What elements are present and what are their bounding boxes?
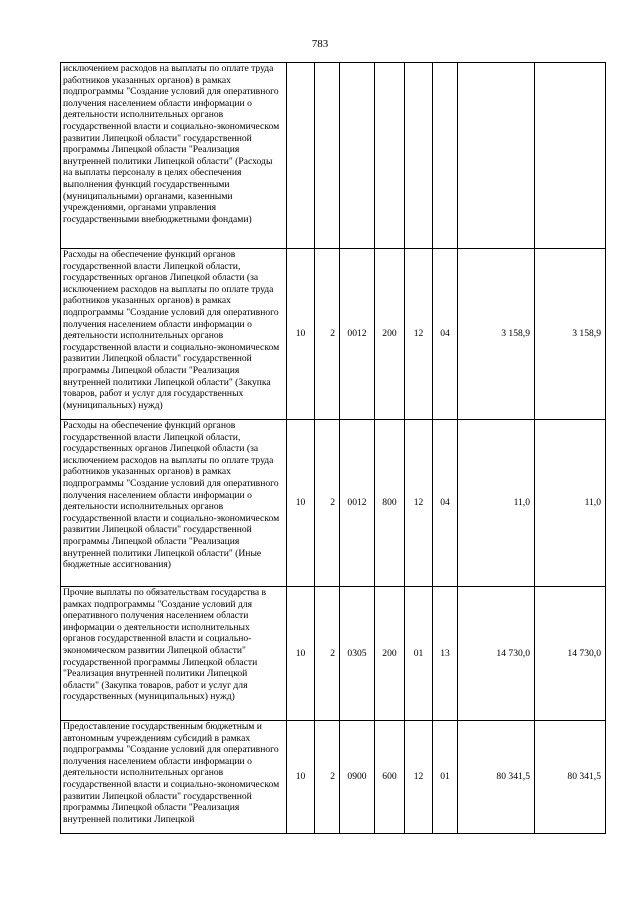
cell-c4: 600 [375,721,405,834]
cell-c6 [433,63,458,249]
row-description: Расходы на обеспечение функций органов государственной власти Липецкой области, государственных органов Липецкой области (за исключением расходов на выплаты по оплате труда работников указанных органов) в рамках подпрограммы "Создание условий для оперативного получения населением области информации о деятельности исполнительных органов государственной власти и социально-экономическом развитии Липецкой области" государственной программы Липецкой области "Реализация внутренней политики Липецкой области" (Закупка товаров, работ и услуг для государственных (муниципальных) нужд) [61,249,287,420]
budget-table [60,62,606,834]
cell-c3: 0900 [340,721,375,834]
cell-c4: 800 [375,420,405,587]
cell-c4 [375,63,405,249]
cell-c1 [287,63,315,249]
table-row [61,63,606,249]
table-row [61,420,606,587]
cell-c2: 2 [315,249,340,420]
row-description: Прочие выплаты по обязательствам государства в рамках подпрограммы "Создание условий для оперативного получения населением области информации о деятельности исполнительных органов государственной власти и социально-экономическом развитии Липецкой области" государственной программы Липецкой области "Реализация внутренней политики Липецкой области" (Закупка товаров, работ и услуг для государственных (муниципальных) нужд) [61,587,287,721]
cell-c2: 2 [315,420,340,587]
row-description: исключением расходов на выплаты по оплате труда работников указанных органов) в рамках подпрограммы "Создание условий для оперативного получения населением области информации о деятельности исполнительных органов государственной власти и социально-экономическом развитии Липецкой области" государственной программы Липецкой области "Реализация внутренней политики Липецкой области" (Расходы на выплаты персоналу в целях обеспечения выполнения функций государственными (муниципальными) органами, казенными учреждениями, органами управления государственными внебюджетными фондами) [61,63,287,249]
cell-c3: 0012 [340,249,375,420]
cell-c5: 01 [405,587,433,721]
cell-sum1: 80 341,5 [458,721,535,834]
cell-c6: 04 [433,249,458,420]
cell-sum2: 80 341,5 [535,721,606,834]
cell-c3: 0012 [340,420,375,587]
cell-c5: 12 [405,721,433,834]
cell-c3: 0305 [340,587,375,721]
cell-sum2: 14 730,0 [535,587,606,721]
table-row [61,721,606,834]
cell-c5 [405,63,433,249]
table-row [61,249,606,420]
cell-c6: 04 [433,420,458,587]
cell-c2: 2 [315,587,340,721]
cell-sum2: 11,0 [535,420,606,587]
cell-sum1 [458,63,535,249]
cell-c4: 200 [375,587,405,721]
cell-c5: 12 [405,249,433,420]
cell-c2 [315,63,340,249]
cell-c3 [340,63,375,249]
cell-c2: 2 [315,721,340,834]
cell-sum2: 3 158,9 [535,249,606,420]
cell-sum1: 11,0 [458,420,535,587]
cell-c1: 10 [287,420,315,587]
table-row [61,587,606,721]
cell-c6: 13 [433,587,458,721]
cell-sum2 [535,63,606,249]
row-description: Предоставление государственным бюджетным и автономным учреждениям субсидий в рамках подпрограммы "Создание условий для оперативного получения населением области информации о деятельности исполнительных органов государственной власти и социально-экономическом развитии Липецкой области" государственной программы Липецкой области "Реализация внутренней политики Липецкой [61,721,287,834]
row-description: Расходы на обеспечение функций органов государственной власти Липецкой области, государственных органов Липецкой области (за исключением расходов на выплаты по оплате труда работников указанных органов) в рамках подпрограммы "Создание условий для оперативного получения населением области информации о деятельности исполнительных органов государственной власти и социально-экономическом развитии Липецкой области" государственной программы Липецкой области "Реализация внутренней политики Липецкой области" (Иные бюджетные ассигнования) [61,420,287,587]
cell-sum1: 3 158,9 [458,249,535,420]
cell-c5: 12 [405,420,433,587]
cell-c6: 01 [433,721,458,834]
cell-c1: 10 [287,721,315,834]
cell-c1: 10 [287,249,315,420]
page-number: 783 [311,38,329,50]
cell-c1: 10 [287,587,315,721]
cell-sum1: 14 730,0 [458,587,535,721]
cell-c4: 200 [375,249,405,420]
